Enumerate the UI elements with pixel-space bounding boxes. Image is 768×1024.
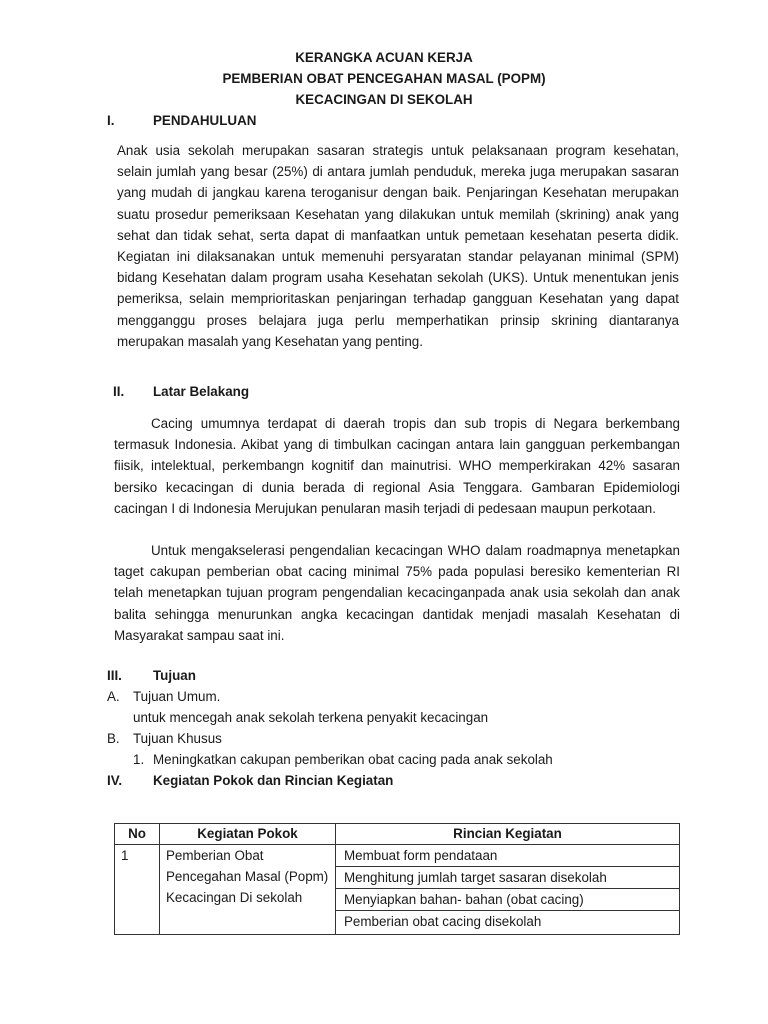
table-cell-kegiatan-pokok: Pemberian Obat Pencegahan Masal (Popm) Kecacingan Di sekolah <box>160 845 336 935</box>
table-header-kegiatan-pokok: Kegiatan Pokok <box>160 824 336 845</box>
kegiatan-table <box>114 823 680 935</box>
rincian-item: Pemberian obat cacing disekolah <box>344 914 542 929</box>
section-2-title: Latar Belakang <box>153 384 250 399</box>
section-1-number: I. <box>107 113 115 128</box>
table-row <box>115 845 680 935</box>
tujuan-khusus-item-text: Meningkatkan cakupan pemberikan obat cacing pada anak sekolah <box>153 752 553 767</box>
section-4-title: Kegiatan Pokok dan Rincian Kegiatan <box>153 773 394 788</box>
doc-title-line-3: KECACINGAN DI SEKOLAH <box>295 92 473 107</box>
section-3-number: III. <box>107 668 122 683</box>
section-3-title: Tujuan <box>153 668 196 683</box>
table-cell-rincian <box>336 845 680 935</box>
tujuan-khusus-item-number: 1. <box>133 752 145 767</box>
table-header-rincian-kegiatan: Rincian Kegiatan <box>336 824 680 845</box>
rincian-item: Menyiapkan bahan- bahan (obat cacing) <box>336 889 679 911</box>
rincian-item: Menghitung jumlah target sasaran disekolah <box>336 867 679 889</box>
table-header-no: No <box>115 824 160 845</box>
tujuan-khusus-label: B. <box>107 731 120 746</box>
section-1-title: PENDAHULUAN <box>153 113 257 128</box>
tujuan-umum-text: untuk mencegah anak sekolah terkena penyakit kecacingan <box>133 710 489 725</box>
section-1-paragraph: Anak usia sekolah merupakan sasaran strategis untuk pelaksanaan program kesehatan, selain jumlah yang besar (25%) di antara jumlah penduduk, mereka juga merupakan sasaran yang mudah di jangkau karena teroganisur dengan baik. Penjaringan Kesehatan merupakan suatu prosedur pemeriksaan Kesehatan yang dilakukan untuk memilah (skrining) anak yang sehat dan tidak sehat, serta dapat di manfaatkan untuk pemetaan kesehatan peserta didik. Kegiatan ini dilaksanakan untuk memenuhi persyaratan standar pelayanan minimal (SPM) bidang Kesehatan dalam program usaha Kesehatan sekolah (UKS). Untuk menentukan jenis pemeriksa, selain memprioritaskan penjaringan terhadap gangguan Kesehatan yang dapat mengganggu proses belajara juga perlu memperhatikan prinsip skrining diantaranya merupakan masalah yang Kesehatan yang penting. <box>117 143 679 349</box>
table-cell-no: 1 <box>115 845 160 935</box>
section-2-number: II. <box>113 384 125 399</box>
tujuan-umum-title: Tujuan Umum. <box>133 689 221 704</box>
rincian-item: Membuat form pendataan <box>336 845 679 867</box>
section-4-number: IV. <box>107 773 123 788</box>
tujuan-umum-label: A. <box>107 689 120 704</box>
section-2-paragraph-1: Cacing umumnya terdapat di daerah tropis dan sub tropis di Negara berkembang termasuk Indonesia. Akibat yang di timbulkan cacingan antara lain gangguan perkembangan fiisik, intelektual, perkembangn kognitif dan mainutrisi. WHO memperkirakan 42% sasaran bersiko kecacingan di dunia berada di regional Asia Tenggara. Gambaran Epidemiologi cacingan I di Indonesia Merujukan penularan masih terjadi di pedesaan maupun perkotaan. <box>114 416 680 516</box>
table-header-row <box>115 824 680 845</box>
tujuan-khusus-title: Tujuan Khusus <box>133 731 222 746</box>
doc-title-line-2: PEMBERIAN OBAT PENCEGAHAN MASAL (POPM) <box>222 71 546 86</box>
doc-title-line-1: KERANGKA ACUAN KERJA <box>295 50 473 65</box>
section-2-paragraph-2: Untuk mengakselerasi pengendalian kecacingan WHO dalam roadmapnya menetapkan taget cakupan pemberian obat cacing minimal 75% pada populasi beresiko kementerian RI telah menetapkan tujuan program pengendalian kecacinganpada anak usia sekolah dan anak balita sehingga menurunkan angka kecacingan dantidak menjadi masalah Kesehatan di Masyarakat sampau saat ini. <box>114 543 680 643</box>
